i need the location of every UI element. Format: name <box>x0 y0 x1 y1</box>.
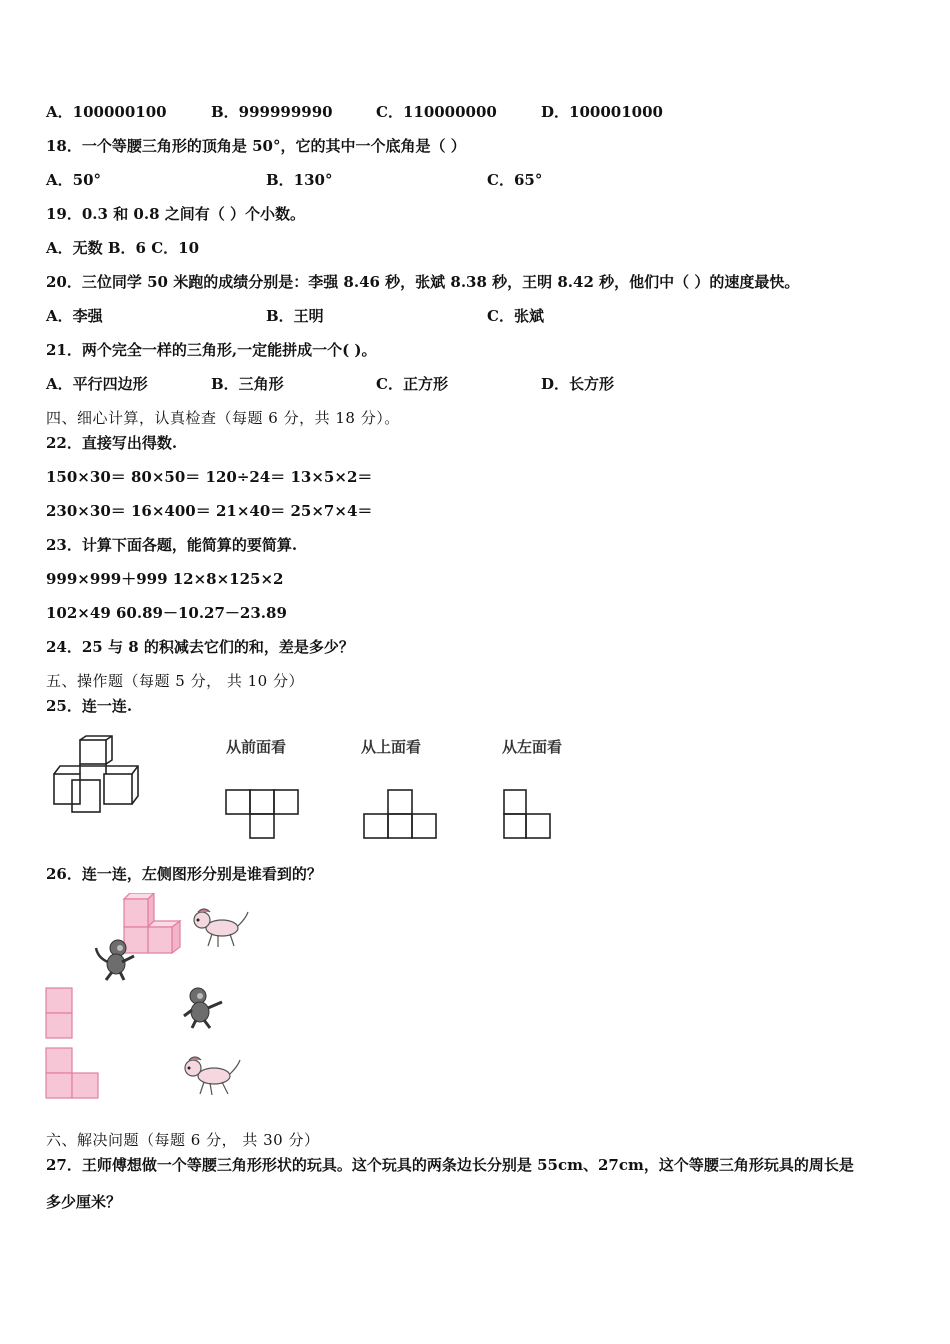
q19-options: A．无数 B．6 C．10 <box>46 239 200 257</box>
q18-question: 18．一个等腰三角形的顶角是 50°，它的其中一个底角是（ ） <box>46 137 466 155</box>
section-5-heading: 五、操作题（每题 5 分， 共 10 分） <box>46 672 304 690</box>
q17-option-a: A．100000100 <box>46 103 167 121</box>
q25-question: 25．连一连. <box>46 697 133 715</box>
q19-question: 19．0.3 和 0.8 之间有（ ）个小数。 <box>46 205 305 223</box>
q25-label-left: 从左面看 <box>502 738 563 756</box>
monkey-icon <box>180 986 226 1030</box>
q23-question: 23．计算下面各题，能简算的要简算. <box>46 536 298 554</box>
q20-option-b: B．王明 <box>266 307 324 325</box>
q26-question: 26．连一连，左侧图形分别是谁看到的？ <box>46 865 322 883</box>
q18-option-b: B．130° <box>266 171 333 189</box>
q20-option-a: A．李强 <box>46 307 103 325</box>
q25-view-shape-1 <box>220 786 304 842</box>
q17-option-c: C．110000000 <box>376 103 497 121</box>
q23-line-1: 999×999＋999 12×8×125×2 <box>46 570 284 588</box>
q26-shape-column <box>44 986 78 1042</box>
q25-label-top: 从上面看 <box>361 738 422 756</box>
q21-option-c: C．正方形 <box>376 375 448 393</box>
q21-question: 21．两个完全一样的三角形,一定能拼成一个( )。 <box>46 341 377 359</box>
q23-line-2: 102×49 60.89－10.27－23.89 <box>46 604 287 622</box>
q18-option-c: C．65° <box>487 171 543 189</box>
q17-option-d: D．100001000 <box>541 103 663 121</box>
dog-icon <box>188 906 250 950</box>
section-4-heading: 四、细心计算，认真检查（每题 6 分，共 18 分）。 <box>46 409 400 427</box>
q20-option-c: C．张斌 <box>487 307 544 325</box>
q25-cube-solid-figure <box>46 734 148 816</box>
q21-option-a: A．平行四边形 <box>46 375 148 393</box>
q26-shape-l <box>44 1046 102 1102</box>
monkey-icon <box>92 938 138 982</box>
q25-label-front: 从前面看 <box>226 738 287 756</box>
section-6-heading: 六、解决问题（每题 6 分， 共 30 分） <box>46 1131 320 1149</box>
q17-option-b: B．999999990 <box>211 103 333 121</box>
q27-question-continued: 多少厘米？ <box>46 1193 122 1211</box>
q27-question: 27．王师傅想做一个等腰三角形形状的玩具。这个玩具的两条边长分别是 55cm、27cm，这个等腰三角形玩具的周长是 <box>46 1156 854 1174</box>
dog-icon <box>180 1052 242 1098</box>
q25-view-shape-3 <box>500 786 556 842</box>
q21-option-d: D．长方形 <box>541 375 615 393</box>
q21-option-b: B．三角形 <box>211 375 284 393</box>
q22-line-2: 230×30＝ 16×400＝ 21×40＝ 25×7×4＝ <box>46 502 373 520</box>
q24-question: 24．25 与 8 的积减去它们的和，差是多少？ <box>46 638 354 656</box>
q22-question: 22．直接写出得数. <box>46 434 178 452</box>
q22-line-1: 150×30＝ 80×50＝ 120÷24＝ 13×5×2＝ <box>46 468 373 486</box>
q18-option-a: A．50° <box>46 171 102 189</box>
q20-question: 20．三位同学 50 米跑的成绩分别是：李强 8.46 秒，张斌 8.38 秒，王明 8.42 秒，他们中（ ）的速度最快。 <box>46 273 800 291</box>
q25-view-shape-2 <box>358 786 442 842</box>
